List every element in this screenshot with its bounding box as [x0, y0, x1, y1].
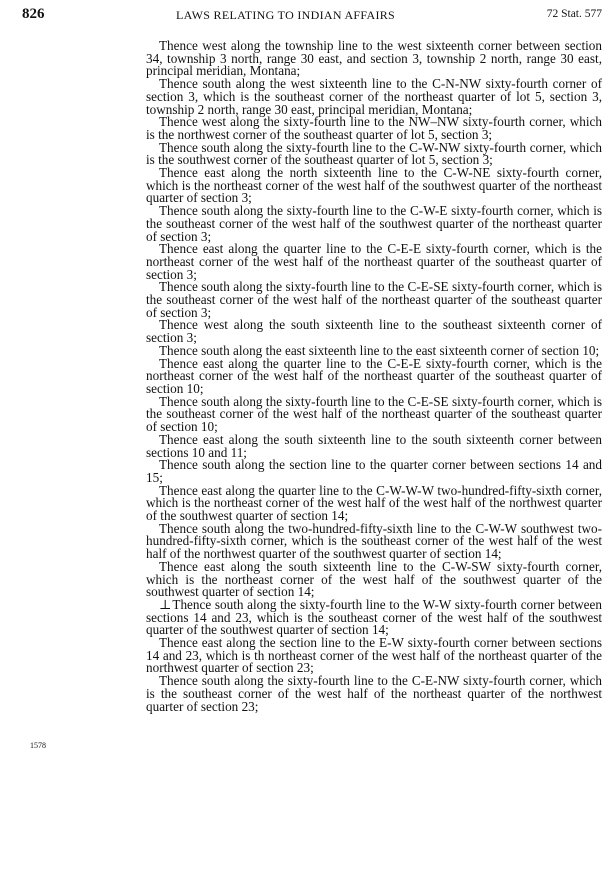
page-number: 826 [22, 6, 45, 22]
insertion-mark-icon: ⊥ [159, 596, 172, 612]
paragraph: Thence east along the north sixteenth line to the C-W-NE sixty-fourth corner, which is the northeast corner of the west half of the southwest quarter of the northeast quarter of section 3; [146, 165, 602, 206]
paragraph: Thence west along the sixty-fourth line to the NW–NW sixty-fourth corner, which is the northwest corner of the southeast quarter of lot 5, section 3; [146, 114, 602, 142]
margin-note: 1578 [30, 741, 46, 750]
paragraph: Thence east along the quarter line to the C-E-E sixty-fourth corner, which is the northeast corner of the west half of the northeast quarter of the southeast quarter of section 3; [146, 241, 602, 282]
paragraph: Thence east along the south sixteenth line to the C-W-SW sixty-fourth corner, which is the northeast corner of the west half of the southwest quarter of the southwest quarter of section 14; [146, 558, 602, 600]
paragraph: Thence south along the sixty-fourth line to the C-E-SE sixty-fourth corner, which is the southeast corner of the west half of the northeast quarter of the southeast quarter of section 10; [146, 393, 602, 435]
paragraph: Thence south along the sixty-fourth line to the C-W-E sixty-fourth corner, which is the southeast corner of the west half of the southwest quarter of the northeast quarter of section 3; [146, 203, 602, 244]
paragraph: Thence east along the quarter line to the C-E-E sixty-fourth corner, which is the northeast corner of the west half of the northeast quarter of the southeast quarter of section 10; [146, 355, 602, 396]
paragraph: Thence west along the south sixteenth line to the southeast sixteenth corner of section 3; [146, 317, 602, 346]
body-text [146, 40, 602, 713]
page-header [0, 6, 612, 30]
paragraph: Thence south along the west sixteenth line to the C-N-NW sixty-fourth corner of section 3, which is the southeast corner of the northeast quarter of lot 5, section 3, township 2 north, range 30 east, principal meridian, Montana; [146, 76, 602, 117]
paragraph: Thence south along the sixty-fourth line to the C-E-SE sixty-fourth corner, which is the southeast corner of the west half of the northeast quarter of the southeast quarter of section 3; [146, 279, 602, 320]
paragraph: Thence south along the east sixteenth line to the east sixteenth corner of section 10; [159, 342, 600, 358]
paragraph: Thence west along the township line to the west sixteenth corner between section 34, township 3 north, range 30 east, and section 3, township 2 north, range 30 east, principal meridian, Montana; [146, 38, 602, 79]
paragraph: Thence east along the quarter line to the C-W-W-W two-hundred-fifty-sixth corner, which is the northeast corner of the west half of the west half of the northwest quarter of the southwest quarter of section 14; [146, 482, 602, 524]
paragraph: Thence east along the south sixteenth line to the south sixteenth corner between sections 10 and 11; [146, 431, 602, 460]
paragraph-text: Thence south along the sixty-fourth line to the W-W sixty-fourth corner between sections 14 and 23, which is the southeast corner of the west half of the southwest quarter of the southwest quarter of section 14; [146, 596, 602, 638]
paragraph: Thence south along the sixty-fourth line to the C-W-NW sixty-fourth corner, which is the southwest corner of the southeast quarter of lot 5, section 3; [146, 139, 602, 168]
paragraph-with-marker [146, 596, 602, 638]
paragraph: Thence south along the section line to the quarter corner between sections 14 and 15; [146, 457, 602, 485]
paragraph: Thence south along the two-hundred-fifty-sixth line to the C-W-W southwest two-hundred-fifty-sixth corner, which is the southeast corner of the west half of the west half of the northwest quarter of the southwest quarter of section 14; [146, 520, 602, 562]
running-title: LAWS RELATING TO INDIAN AFFAIRS [176, 8, 396, 22]
stat-reference: 72 Stat. 577 [546, 8, 602, 20]
paragraph: Thence south along the sixty-fourth line to the C-E-NW sixty-fourth corner, which is the southeast corner of the west half of the northeast quarter of the northwest quarter of section 23; [146, 673, 602, 714]
paragraph: Thence east along the section line to the E-W sixty-fourth corner between sections 14 and 23, which is th northeast corner of the west half of the northeast quarter of the northwest quarter of section 23; [146, 635, 602, 676]
